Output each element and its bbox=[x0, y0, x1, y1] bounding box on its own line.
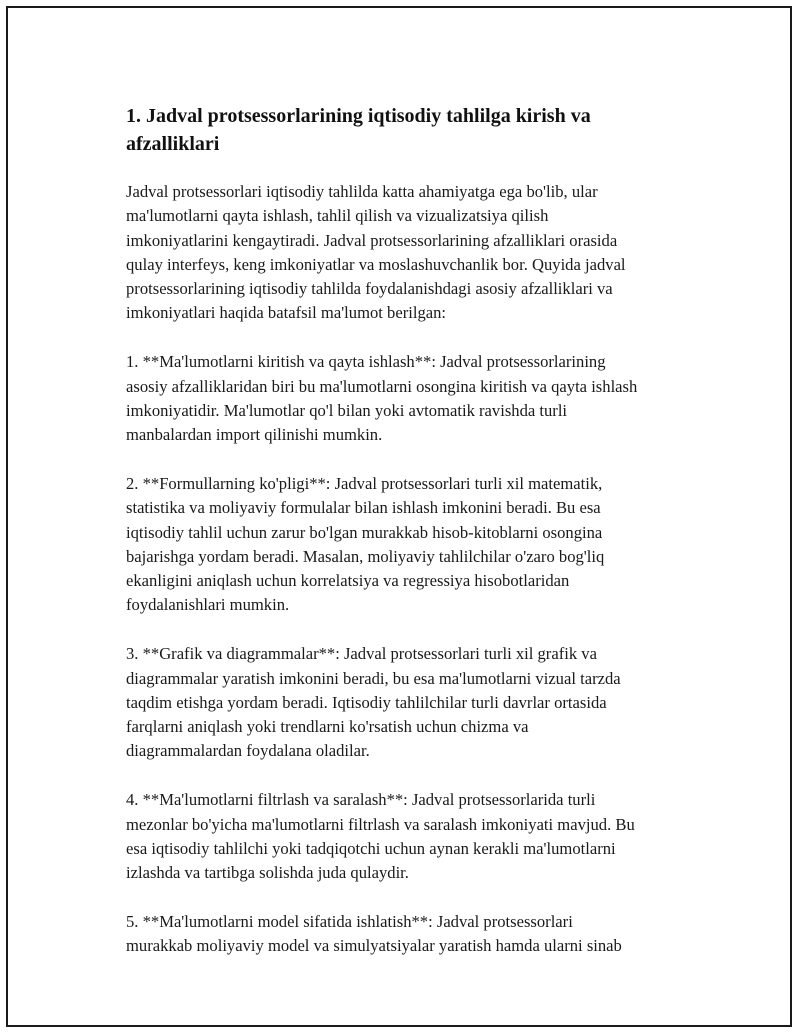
paragraph-line: 3. **Grafik va diagrammalar**: Jadval protsessorlari turli xil grafik va bbox=[126, 644, 597, 664]
list-item-paragraph bbox=[126, 642, 698, 763]
paragraph-line: 2. **Formullarning ko'pligi**: Jadval protsessorlari turli xil matematik, bbox=[126, 473, 603, 493]
list-item-paragraph bbox=[126, 472, 698, 618]
paragraph-line: ma'lumotlarni qayta ishlash, tahlil qilish va vizualizatsiya qilish bbox=[126, 206, 549, 226]
paragraph-line: farqlarni aniqlash yoki trendlarni ko'rsatish uchun chizma va bbox=[126, 717, 529, 737]
paragraph-line: statistika va moliyaviy formulalar bilan ishlash imkonini beradi. Bu esa bbox=[126, 498, 601, 518]
paragraph-line: ekanligini aniqlash uchun korrelatsiya va regressiya hisobotlaridan bbox=[126, 571, 570, 591]
paragraph-line: diagrammalar yaratish imkonini beradi, bu esa ma'lumotlarni vizual tarzda bbox=[126, 668, 621, 688]
paragraph-line: imkoniyatlarini kengaytiradi. Jadval protsessorlarining afzalliklari orasida bbox=[126, 230, 618, 250]
paragraph-line: qulay interfeys, keng imkoniyatlar va moslashuvchanlik bor. Quyida jadval bbox=[126, 254, 626, 274]
paragraph-line: taqdim etishga yordam beradi. Iqtisodiy tahlilchilar turli davrlar ortasida bbox=[126, 692, 607, 712]
paragraph-line: diagrammalardan foydalana oladilar. bbox=[126, 741, 370, 761]
paragraph-line: manbalardan import qilinishi mumkin. bbox=[126, 425, 383, 445]
paragraph-line: imkoniyatlari haqida batafsil ma'lumot berilgan: bbox=[126, 303, 447, 323]
paragraph-line: asosiy afzalliklaridan biri bu ma'lumotlarni osongina kiritish va qayta ishlash bbox=[126, 376, 638, 396]
paragraph-line: foydalanishlari mumkin. bbox=[126, 595, 290, 615]
page-frame bbox=[6, 6, 792, 1027]
heading-line: afzalliklari bbox=[126, 133, 220, 155]
section-heading bbox=[126, 102, 698, 158]
paragraph-line: esa iqtisodiy tahlilchi yoki tadqiqotchi uchun aynan kerakli ma'lumotlarni bbox=[126, 838, 616, 858]
paragraph-line: murakkab moliyaviy model va simulyatsiyalar yaratish hamda ularni sinab bbox=[126, 936, 622, 956]
list-item-paragraph bbox=[126, 788, 698, 885]
list-item-paragraph bbox=[126, 910, 698, 959]
list-item-paragraph bbox=[126, 350, 698, 447]
heading-line: 1. Jadval protsessorlarining iqtisodiy tahlilga kirish va bbox=[126, 105, 591, 127]
paragraph-line: imkoniyatidir. Ma'lumotlar qo'l bilan yoki avtomatik ravishda turli bbox=[126, 400, 568, 420]
paragraph-line: 1. **Ma'lumotlarni kiritish va qayta ishlash**: Jadval protsessorlarining bbox=[126, 352, 606, 372]
paragraph-line: iqtisodiy tahlil uchun zarur bo'lgan murakkab hisob-kitoblarni osongina bbox=[126, 522, 603, 542]
paragraph-line: bajarishga yordam beradi. Masalan, moliyaviy tahlilchilar o'zaro bog'liq bbox=[126, 546, 605, 566]
paragraph-line: protsessorlarining iqtisodiy tahlilda foydalanishdagi asosiy afzalliklari va bbox=[126, 279, 613, 299]
document-body bbox=[126, 102, 698, 983]
paragraph-line: Jadval protsessorlari iqtisodiy tahlilda katta ahamiyatga ega bo'lib, ular bbox=[126, 182, 598, 201]
paragraph-line: 4. **Ma'lumotlarni filtrlash va saralash**: Jadval protsessorlarida turli bbox=[126, 790, 596, 810]
paragraph-line: mezonlar bo'yicha ma'lumotlarni filtrlash va saralash imkoniyati mavjud. Bu bbox=[126, 814, 635, 834]
paragraph-line: izlashda va tartibga solishda juda qulaydir. bbox=[126, 863, 409, 883]
intro-paragraph bbox=[126, 180, 698, 326]
paragraph-line: 5. **Ma'lumotlarni model sifatida ishlatish**: Jadval protsessorlari bbox=[126, 911, 573, 931]
